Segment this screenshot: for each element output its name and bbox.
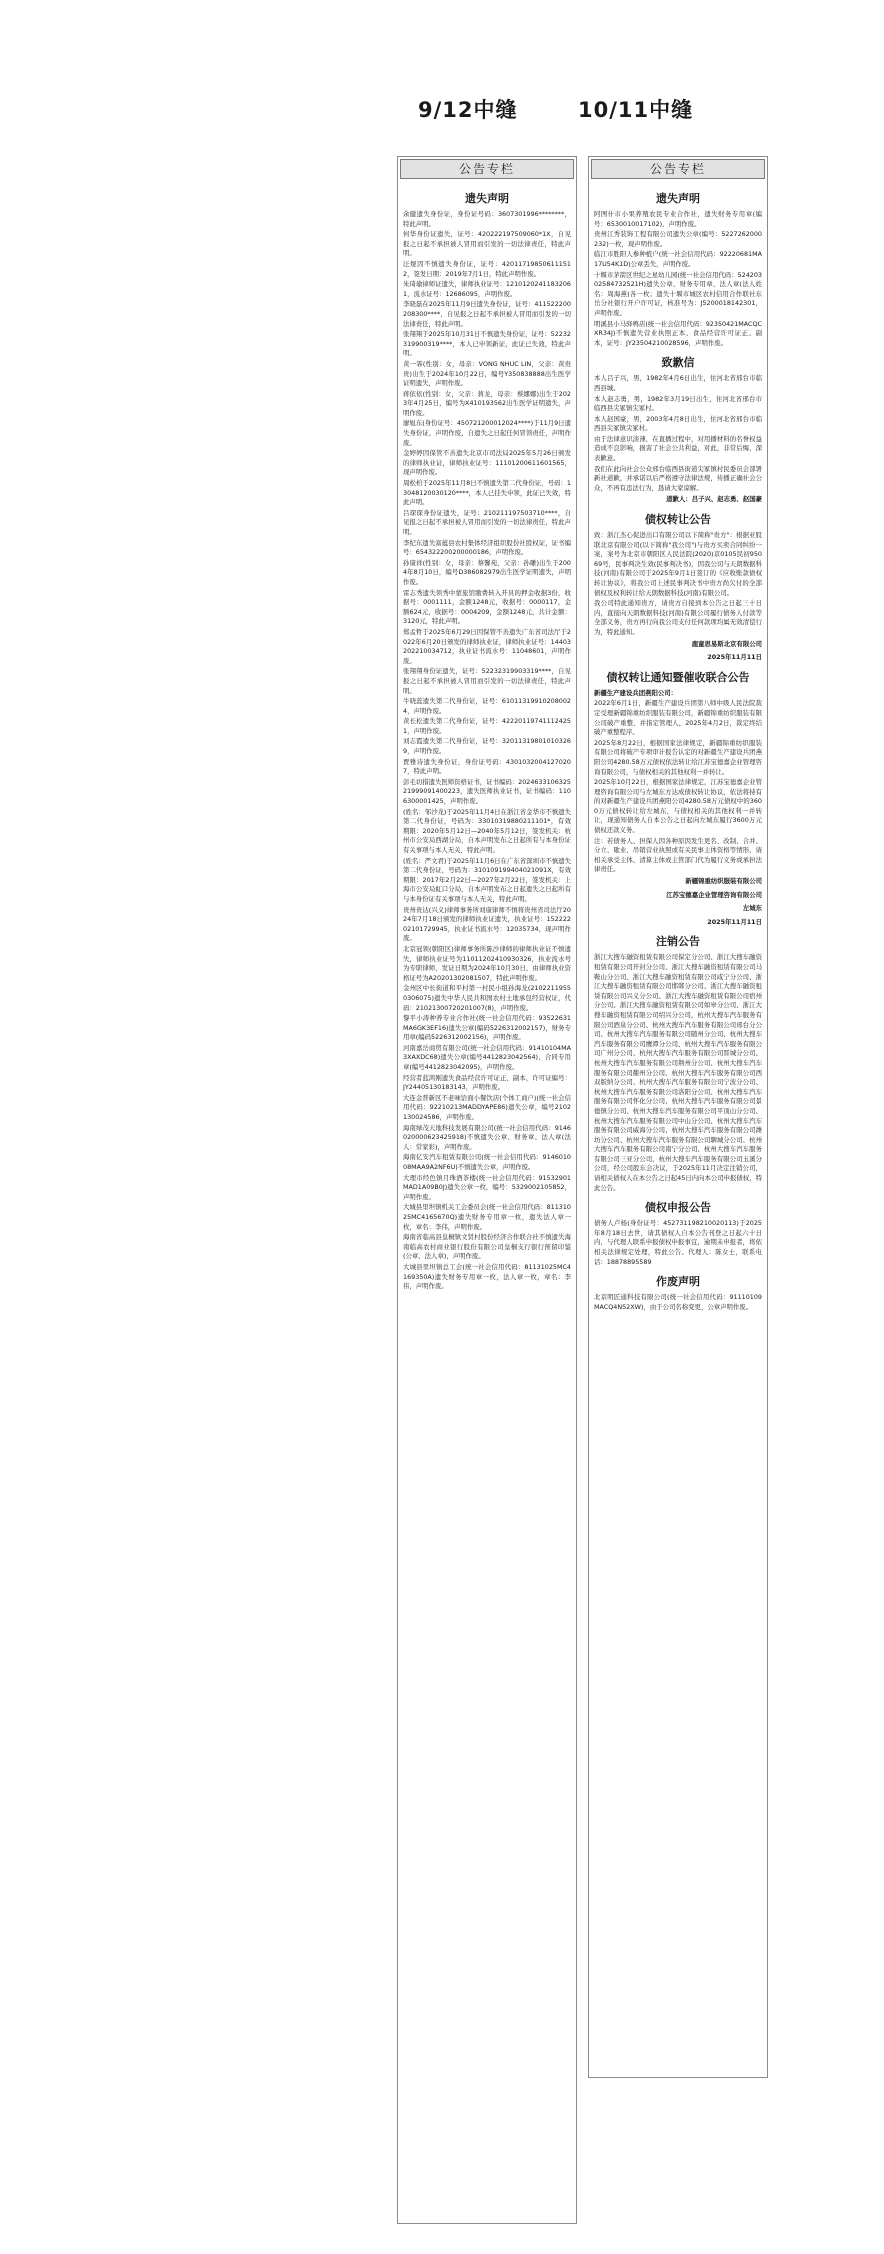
void-paragraph: 北京明匠通科技有限公司(统一社会信用代码：91110109MACQ4N52XW)，由于公司名称变更，公章声明作废。 (594, 1293, 762, 1311)
notice-item: 牛晓蕊遗失第二代身份证，证号：610113199102080024，声明作废。 (403, 697, 571, 715)
apology-paragraph: 我们在此向社会公众邢台临西县街道尖冢镇村民委员会部署新社道歉，并承诺以后严格遵守法律法规，传播正确社会公众，不再有违法行为，恳请大家谅解。 (594, 464, 762, 492)
notice-item: 孙康祥(性别：女，母亲：蔡馨苑，父亲：孙雕)出生于2004年8月10日，编号D386082979出生医学证明遗失，声明作废。 (403, 558, 571, 586)
notice-paragraph: 新疆生产建设兵团燕阳公司： (594, 688, 678, 697)
apology-signature: 道歉人：吕子兴、赵志勇、赵国豪 (666, 495, 762, 504)
declare-paragraph: 债务人卢杨(身份证号：452731198210020113)于2025年8月18日去世，请其债权人自本公告刊登之日起六十日内，与代理人联系申报债权申报事宜，逾期未申报者，将依相关法律规定处理，特此公告。代理人：陈女士，联系电话：18878895589 (594, 1219, 762, 1266)
notice-item: 贵州江秀装饰工程有限公司遗失公章(编号：5227262000232)一枚，现声明作废。 (594, 230, 762, 248)
notice-item: 贾雅诗遗失身份证，身份证号码：43010320041270207，特此声明。 (403, 757, 571, 776)
notice-item: (姓名：严文君)于2025年11月6日在广东省深圳市不慎遗失第二代身份证，号码为：310109199404021091X，有效期限：2017年2月22日—2027年2月22日，签发机关：上海市公安局虹口分局，自本声明发布之日起遗失之日起所有与本身份证有关事项与本人无关，特此声明。 (403, 856, 571, 903)
notice-item: 周松柏于2025年11月8日不慎遗失第二代身份证，号码：13048120030120****，本人已挂失申领，此证已失效，特此声明。 (403, 479, 571, 507)
notice-item: 大城县里坦镇机关工会委员会(统一社会信用代码：81131025MC4165670Q)遗失财务专用章一枚，遗失法人章一枚，章名：李伟，声明作废。 (403, 1203, 571, 1231)
notice-paragraph: 2025年8月22日，根据国家法律规定，新疆锦重纺织服装有限公司将破产专项审计报告认定的对新疆生产建设兵团燕阳公司4280.58万元债权依法转让给江苏宝德嘉企业管理咨询有限公司，与债权相关的其他权利一并转让。 (594, 738, 762, 776)
notice-item: 贵州贵达(兴义)律师事务所刘康律师不慎将贵州省司法厅2024年7月18日颁发的律师执业证遗失，执业证号：15222202101729945，执业证书流水号：12035734，现声明作废。 (403, 905, 571, 943)
notice-item: 阿图什市小果养殖农民专业合作社，遗失财务专用章(编号：6530010017102)，声明作废。 (594, 210, 762, 228)
left-notice-column (397, 156, 577, 2224)
cancel-paragraph: 浙江大搜车融资租赁有限公司保定分公司、浙江大搜车融资租赁有限公司开封分公司、浙江大搜车融资租赁有限公司马鞍山分公司、浙江大搜车融资租赁有限公司咸宁分公司、浙江大搜车融资租赁有限公司邯郸分公司、浙江大搜车融资租赁有限公司兴义分公司、浙江大搜车融资租赁有限公司宿州分公司、浙江大搜车融资租赁有限公司如皋分公司、浙江大搜车融资租赁有限公司绍兴分公司，杭州大搜车汽车服务有限公司酒泉分公司、杭州大搜车汽车服务有限公司邢台分公司、杭州大搜车汽车服务有限公司随州分公司、杭州大搜车汽车服务有限公司鹰潭分公司、杭州大搜车汽车服务有限公司广州分公司、杭州大搜车汽车服务有限公司晋城分公司、杭州大搜车汽车服务有限公司荆州分公司、杭州大搜车汽车服务有限公司衢州分公司、杭州大搜车汽车服务有限公司西双版纳分公司、杭州大搜车汽车服务有限公司宁波分公司、杭州大搜车汽车服务有限公司洛阳分公司、杭州大搜车汽车服务有限公司怀化分公司、杭州大搜车汽车服务有限公司景德镇分公司、杭州大搜车汽车服务有限公司平顶山分公司、杭州大搜车汽车服务有限公司中山分公司、杭州大搜车汽车服务有限公司威海分公司、杭州大搜车汽车服务有限公司潍坊分公司、杭州大搜车汽车服务有限公司聊城分公司、杭州大搜车汽车服务有限公司南宁分公司、杭州大搜车汽车服务有限公司三亚分公司、杭州大搜车汽车服务有限公司玉溪分公司，经公司股东会决议，于2025年11月决定注销公司，请相关债权人在本公告之日起45日内向本公司申报债权，特此公告。 (594, 953, 762, 1192)
notice-item: 朱琦瑜律师证遗失，律师执业证号：12101202411832061，流水证号：12686095，声明作废。 (403, 280, 571, 298)
cancel-title: 注销公告 (656, 935, 700, 949)
notice-item: 吕琛琛身份证遗失，证号：210211197503710****，自见报之日起不承担被人冒用而引发的一切法律责任，特此声明。 (403, 508, 571, 536)
notice-signature: 江苏宝德嘉企业管理咨询有限公司 (666, 890, 762, 899)
notice-item: 黄一霏(性别：女，母亲：VONG NHUC LIN，父亲：黄贵贵)出生于2024年10月22日，编号Y350838888出生医学证明遗失，声明作废。 (403, 359, 571, 388)
left-column-header: 公告专栏 (400, 159, 574, 179)
transfer-date: 2025年11月11日 (707, 653, 762, 662)
notice-item: 黄长松遗失第二代身份证，证号：422201197411124251，声明作废。 (403, 717, 571, 735)
page-header-right: 10/11中缝 (578, 98, 694, 122)
apology-title: 致歉信 (661, 356, 695, 370)
notice-item: 金州区中长街道和平村第一村民小组孙海龙(21022119550306075)遗失中华人民共和国农村土地承包经营权证，代码：21021300720201007(8)，声明作废。 (403, 984, 571, 1012)
notice-title: 债权转让通知暨催收联合公告 (606, 670, 750, 684)
notice-item: 蒋依依(性别：女，父亲：蒋龙，母亲：蔡娜娜)出生于2023年4月25日，编号为X410193562出生医学证明遗失，声明作废。 (403, 389, 571, 417)
left-lost-title: 遗失声明 (465, 192, 509, 205)
transfer-signature: 鹿童思易斯北京有限公司 (691, 639, 762, 648)
notice-item: 金婷婷因保管不善遗失北京市司法局2025年5月26日颁发的律师执业证，律师执业证号：11101200611601565，现声明作废。 (403, 449, 571, 477)
notice-item: 海南亿安汽车租赁有限公司(统一社会信用代码：914601008MAA9A2NF6U)不慎遗失公章，声明作废。 (403, 1153, 571, 1171)
transfer-title: 债权转让公告 (645, 513, 711, 527)
notice-item: 海南省临高县皇桐镇文贤村股份经济合作联合社不慎遗失海南临高农村商业银行股份有限公司皇桐支行银行预留印鉴(公章、法人章)，声明作废。 (403, 1233, 571, 1261)
notice-paragraph: 注：若债务人、担保人因各种原因发生更名、改制、合并、分立、歇业、吊销营业执照或有关民事主体资格等情形，请相关承受主体、清算主体或主管部门代为履行义务或承担法律责任。 (594, 836, 762, 874)
apology-paragraph: 本人吕子兴，男，1982年4月6日出生，住河北省邢台市临西县城。 (594, 374, 762, 392)
notice-signature: 新疆锦重纺织服装有限公司 (685, 877, 762, 886)
notice-paragraph: 2025年10月22日，根据国家法律规定，江苏宝德嘉企业管理咨询有限公司与左城东方达成债权转让协议，依法将持有的对新疆生产建设兵团燕阳公司4280.58万元债权中的3600万元债权转让给左城东，与债权相关的其他权利一并转让，现通知债务人自本公告之日起向左城东履行3600万元债权还款义务。 (594, 778, 762, 835)
notice-item: 大理市经色镇月珠酒茶楼(统一社会信用代码：91532901MAD1A09B0J)遗失公章一枚，编号：5329002105852，声明作废。 (403, 1173, 571, 1201)
notice-paragraph: 2022年6月1日，新疆生产建设兵团第八师中级人民法院裁定受理新疆锦重纺织服装有限公司，新疆锦重纺织服装有限公司破产重整，并指定管理人，2025年4月2日，裁定终结破产重整程序。 (594, 699, 762, 737)
right-notice-column (588, 156, 768, 2078)
notice-item: 北京冠领(朝阳区)律师事务所陈沙律师的律师执业证不慎遗失，律师执业证号为11011202410930326，执业流水号为专职律师，发证日期为2024年10月30日，由律师执业资格证号为A20201302081507，特此声明作废。 (403, 944, 571, 982)
declare-title: 债权申报公告 (645, 1201, 711, 1215)
notice-item: 郑孟哲于2025年6月29日因保管不善遗失广东省司法厅于2022年6月20日颁发的律师执业证，律师执业证号：14403202210034712，执业证书流水号：11048601，声明作废。 (403, 627, 571, 665)
notice-item: 何华身份证遗失，证号：420222197509060*1X，自见报之日起不承担被人冒用而引发的一切法律责任，特此声明。 (403, 230, 571, 258)
notice-item: 李晓磊在2025年11月9日遗失身份证，证号：411522200208300****，自见报之日起不承担被人冒用而引发的一切法律责任，特此声明。 (403, 300, 571, 328)
void-title: 作废声明 (656, 1275, 700, 1289)
notice-item: 河南嘉岳商贸有限公司(统一社会信用代码：91410104MA3XAXDC68)遗失公章(编号4412823042564)，合同专用章(编号4412823042095)，声明作废。 (403, 1043, 571, 1072)
right-lost-title: 遗失声明 (656, 192, 700, 205)
right-column-header: 公告专栏 (591, 159, 765, 179)
notice-item: 十堰市茅箭区世纪之星幼儿园(统一社会信用代码：52420302584732521H)遗失公章、财务专用章、法人章(法人姓名：周海燕)各一枚；遗失十堰市城区农村信用合作联社东岳分社银行开户许可证，核准号为：J5200018142301，声明作废。 (594, 270, 762, 317)
notice-item: 彭毛切措遗失医师资格证书，证书编码：202463310632521999091400223，遗失医师执业证书，证书编码：1106300001425，声明作废。 (403, 777, 571, 806)
notice-item: 明溪县小马驿鸭店(统一社会信用代码：92350421MACQCXR34J)不慎遗失营业执照正本、食品经营许可证正、副本，证号：JY23504210028596，声明作废。 (594, 319, 762, 347)
notice-item: 临江市胜阳人参种植户(统一社会信用代码：92220681MA17U54K1D)公章丢失，声明作废。 (594, 250, 762, 268)
transfer-paragraph: 致：浙江杰心促进出口有限公司以下简称"贵方"：根据亚股联北京有限公司(以下简称"我公司")与贵方买卖合同纠纷一案，案号为北京市朝阳区人民法院(2020)京0105民初95069号，民事判决生效(民事判决书)，因我公司与天朗数据科技(河南)有限公司于2025年9月1日签订的《应收账款债权转让协议》，将我公司上述民事判决书中贵方尚欠付的全部债权及权利转让给天朗数据科技(河南)有限公司。 (594, 531, 762, 597)
notice-item: 汪煜因不慎遗失身份证，证号：420117198506111512，签发日期：2019年7月1日，特此声明作废。 (403, 259, 571, 278)
transfer-paragraph: 我公司特此通知贵方，请贵方自接到本公告之日起三十日内，直接向天朗数据科技(河南)有限公司履行债务人付款等全部义务，贵方再行向我公司支付任何款项均属无效清偿行为，特此通知。 (594, 599, 762, 636)
notice-item: 张翔翔于2025年10月31日不慎遗失身份证，证号：52232319900319****，本人已申领新证，此证已失效，特此声明。 (403, 330, 571, 358)
notice-item: 海南绿茂天地科技发展有限公司(统一社会信用代码：9146020000623425918)不慎遗失公章、财务章、法人章(法人：常家彩)，声明作废。 (403, 1123, 571, 1151)
notice-item: 廖旭东(身份证号：450721200012024****)于11月9日遗失身份证，声明作废，自遗失之日起任何冒领责任，声明作废。 (403, 419, 571, 447)
page-header-left: 9/12中缝 (418, 98, 518, 122)
apology-paragraph: 本人赵志勇，男，1982年3月19日出生，住河北省邢台市临西县尖冢镇尖冢村。 (594, 394, 762, 413)
notice-item: 黎平小涛种养专业合作社(统一社会信用代码：93522631MA6GK3EF16)遗失公章(编码5226312002157)，财务专用章(编码5226312002156)，声明作废。 (403, 1014, 571, 1042)
notice-item: 张翔翔身份证遗失，证号：52232319903319****，自见报之日起不承担被人冒用而引发的一切法律责任，特此声明。 (403, 667, 571, 695)
notice-item: (姓名：邹沙龙)于2025年11月4日在浙江省金华市不慎遗失第二代身份证，号码为：33010319880211101*，有效期限：2020年5月12日—2040年5月12日，签发机关：杭州市公安局西湖分局，自本声明发布之日起所有与本身份证有关事项与本人无关，特此声明。 (403, 807, 571, 854)
notice-item: 李纪东遗失富蕴县农村集体经济组织股份社股权证，证书编号：654322200200000186，声明作废。 (403, 538, 571, 557)
notice-item: 经营者蓝鸿刚遗失食品经营许可证正、副本，许可证编号：JY24405130183143，声明作废。 (403, 1073, 571, 1092)
notice-date: 2025年11月11日 (707, 917, 762, 926)
notice-item: 刘志霞遗失第二代身份证，证号：320113198010103269，声明作废。 (403, 737, 571, 756)
notice-item: 雷志秀遗失领秀中蒙旅馆缴费转入开具的押金收据3份，收据号：0001111，金额1248元，收据号：0000117，金额624元，收据号：0004209，金额1248元，共计金额：3120元，特此声明。 (403, 588, 571, 626)
notice-item: 余健遗失身份证，身份证号码：3607301996********，特此声明。 (403, 210, 571, 228)
notice-item: 大城县里坦镇总工会(统一社会信用代码：81131025MC4169350A)遗失财务专用章一枚，法人章一枚，章名：李伟，声明作废。 (403, 1262, 571, 1291)
apology-paragraph: 本人赵国豪，男，2003年4月8日出生，住河北省邢台市临西县尖冢镇尖冢村。 (594, 414, 762, 433)
notice-signature: 左城东 (742, 904, 762, 913)
apology-paragraph: 由于法律意识淡薄，在直播过程中，对用播材料的名誉权益造成不良影响，损害了社会公共利益，对此，非常后悔，深表歉意。 (594, 434, 762, 463)
notice-item: 大连金普新区不老味饸面小餐饮店(个体工商户)(统一社会信用代码：92210213MADDYAPE86)遗失公章，编号2102130024586，声明作废。 (403, 1093, 571, 1122)
